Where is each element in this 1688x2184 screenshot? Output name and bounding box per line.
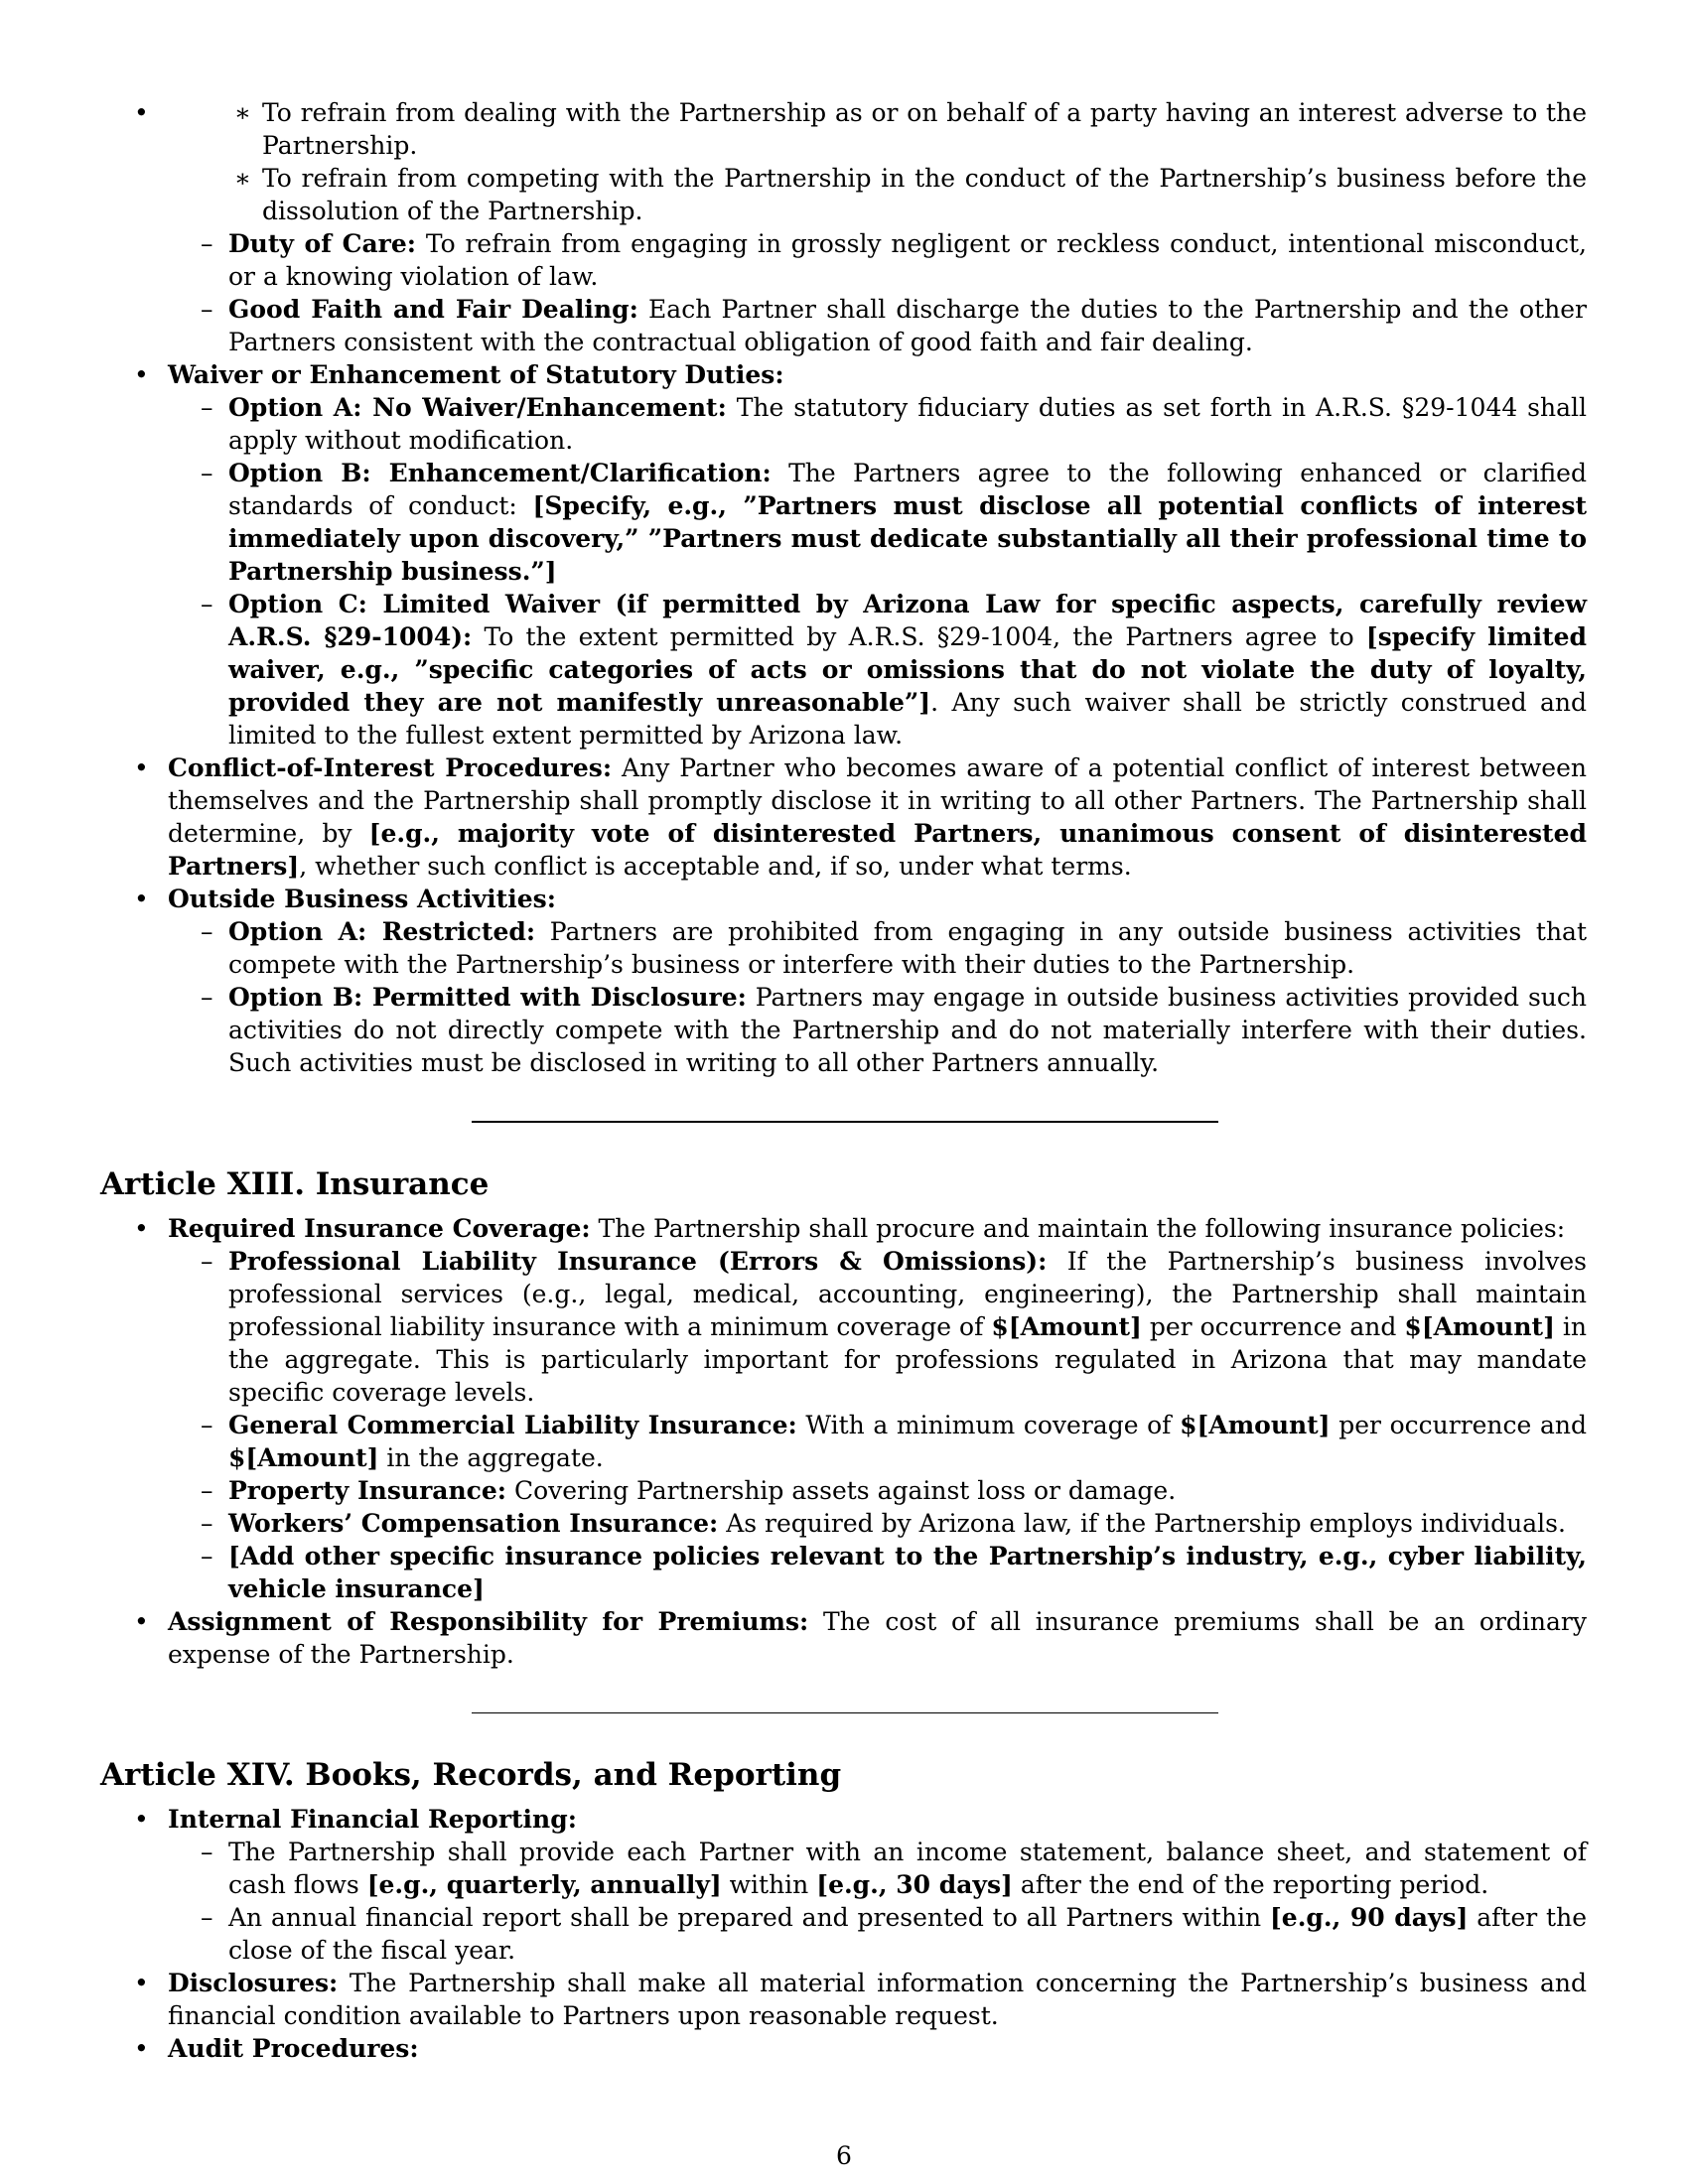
- article-13-title: Article XIII. Insurance: [100, 1166, 490, 1202]
- waiver-option-b: – Option B: Enhancement/Clarification: The Partners agree to the following enhanced or clarified standards of conduct: [Specify, e.g., ”Partners must disclose all potential conflicts of interest immediately upon discovery,” ”Partners must dedicate substantially all their professional time to Partnership business.”]: [168, 457, 1587, 588]
- outside-label: Outside Business Activities:: [168, 885, 556, 913]
- placeholder: [specify limited waiver, e.g., ”specific categories of acts or omissions that do not violate the duty of loyalty, provided they are not manifestly unreasonable”]: [228, 622, 1588, 717]
- audit-procedures-item: • Audit Procedures:: [100, 2032, 1587, 2065]
- duty-of-care-label: Duty of Care:: [228, 229, 416, 258]
- waiver-option-c: – Option C: Limited Waiver (if permitted by Arizona Law for specific aspects, carefully review A.R.S. §29-1004): To the extent permitted by A.R.S. §29-1004, the Partners agree to [specify limited waiver, e.g., ”specific categories of acts or omissions that do not violate the duty of loyalty, provided they are not manifestly unreasonable”]. Any such waiver shall be strictly construed and limited to the fullest extent permitted by Arizona law.: [168, 588, 1587, 751]
- section-divider: [472, 1121, 1218, 1123]
- insurance-list: [100, 1212, 1587, 1671]
- placeholder: [e.g., majority vote of disinterested Partners, unanimous consent of disinterested Partners]: [168, 819, 1587, 881]
- placeholder: [Specify, e.g., ”Partners must disclose all potential conflicts of interest immediately upon discovery,” ”Partners must dedicate substantially all their professional time to Partnership business.”]: [228, 491, 1587, 586]
- article-14-title: Article XIV. Books, Records, and Reporting: [100, 1757, 842, 1793]
- outside-item: [100, 883, 1587, 1079]
- annual-report-item: – An annual financial report shall be prepared and presented to all Partners within [e.g., 90 days] after the close of the fiscal year.: [168, 1901, 1587, 1967]
- duty-of-care-item: – Duty of Care: To refrain from engaging in grossly negligent or reckless conduct, intentional misconduct, or a knowing violation of law.: [168, 227, 1587, 293]
- fiduciary-list: [100, 96, 1587, 1079]
- loyalty-subitem: ∗ To refrain from competing with the Partnership in the conduct of the Partnership’s business before the dissolution of the Partnership.: [228, 162, 1587, 227]
- conflict-item: • Conflict-of-Interest Procedures: Any Partner who becomes aware of a potential conflict of interest between themselves and the Partnership shall promptly disclose it in writing to all other Partners. The Partnership shall determine, by [e.g., majority vote of disinterested Partners, unanimous consent of disinterested Partners], whether such conflict is acceptable and, if so, under what terms.: [100, 751, 1587, 883]
- other-insurance-item: – [Add other specific insurance policies relevant to the Partnership’s industry, e.g., cyber liability, vehicle insurance]: [168, 1540, 1587, 1605]
- outside-option-b: – Option B: Permitted with Disclosure: Partners may engage in outside business activities provided such activities do not directly compete with the Partnership and do not materially interfere with their duties. Such activities must be disclosed in writing to all other Partners annually.: [168, 981, 1587, 1079]
- conflict-label: Conflict-of-Interest Procedures:: [168, 753, 613, 782]
- books-records-list: [100, 1803, 1587, 2065]
- financial-statements-item: – The Partnership shall provide each Partner with an income statement, balance sheet, and statement of cash flows [e.g., quarterly, annually] within [e.g., 30 days] after the end of the reporting period.: [168, 1836, 1587, 1901]
- document-page: [100, 96, 1587, 2065]
- loyalty-continuation: [100, 96, 1587, 358]
- good-faith-label: Good Faith and Fair Dealing:: [228, 295, 638, 324]
- required-coverage-item: • Required Insurance Coverage: The Partnership shall procure and maintain the following insurance policies: – Professional Liability Insurance (Errors & Omissions): If the Partnership’s business involves professional services (e.g., legal, medical, accounting, engineering), the Partnership shall maintain professional liability insurance with a minimum coverage of $[Amount] per occurrence and $[Amount] in the aggregate. This is particularly important for professions regulated in Arizona that may mandate specific coverage levels. – General Commercial Liability Insurance: With a minimum coverage of $[Amount] per occurrence and $[Amount] in the aggregate. – Property Insurance: Covering Partnership assets against loss or damage. – Workers’ Compensation Insurance: As required by Arizona law, if the Partnership employs individuals. – [Add other specific insurance policies relevant to the Partnership’s industry, e.g., cyber liability, vehicle insurance]: [100, 1212, 1587, 1605]
- property-insurance-item: – Property Insurance: Covering Partnership assets against loss or damage.: [168, 1474, 1587, 1507]
- waiver-label: Waiver or Enhancement of Statutory Duties:: [168, 360, 784, 389]
- professional-liability-item: – Professional Liability Insurance (Errors & Omissions): If the Partnership’s business involves professional services (e.g., legal, medical, accounting, engineering), the Partnership shall maintain professional liability insurance with a minimum coverage of $[Amount] per occurrence and $[Amount] in the aggregate. This is particularly important for professions regulated in Arizona that may mandate specific coverage levels.: [168, 1245, 1587, 1409]
- waiver-item: [100, 358, 1587, 751]
- disclosures-item: • Disclosures: The Partnership shall make all material information concerning the Partnership’s business and financial condition available to Partners upon reasonable request.: [100, 1967, 1587, 2032]
- premiums-item: • Assignment of Responsibility for Premiums: The cost of all insurance premiums shall be an ordinary expense of the Partnership.: [100, 1605, 1587, 1671]
- workers-comp-item: – Workers’ Compensation Insurance: As required by Arizona law, if the Partnership employs individuals.: [168, 1507, 1587, 1540]
- waiver-option-a: – Option A: No Waiver/Enhancement: The statutory fiduciary duties as set forth in A.R.S. §29-1044 shall apply without modification.: [168, 391, 1587, 457]
- good-faith-item: – Good Faith and Fair Dealing: Each Partner shall discharge the duties to the Partnership and the other Partners consistent with the contractual obligation of good faith and fair dealing.: [168, 293, 1587, 358]
- section-divider: [472, 1712, 1218, 1713]
- loyalty-subitem: ∗ • To refrain from dealing with the Partnership as or on behalf of a party having an interest adverse to the Partnership.: [228, 96, 1587, 162]
- loyalty-item: [168, 96, 1587, 227]
- internal-reporting-item: • Internal Financial Reporting: – The Partnership shall provide each Partner with an income statement, balance sheet, and statement of cash flows [e.g., quarterly, annually] within [e.g., 30 days] after the end of the reporting period. – An annual financial report shall be prepared and presented to all Partners within [e.g., 90 days] after the close of the fiscal year.: [100, 1803, 1587, 1967]
- general-liability-item: – General Commercial Liability Insurance: With a minimum coverage of $[Amount] per occurrence and $[Amount] in the aggregate.: [168, 1409, 1587, 1474]
- outside-option-a: – Option A: Restricted: Partners are prohibited from engaging in any outside business activities that compete with the Partnership’s business or interfere with their duties to the Partnership.: [168, 915, 1587, 981]
- page-number: 6: [836, 2141, 852, 2170]
